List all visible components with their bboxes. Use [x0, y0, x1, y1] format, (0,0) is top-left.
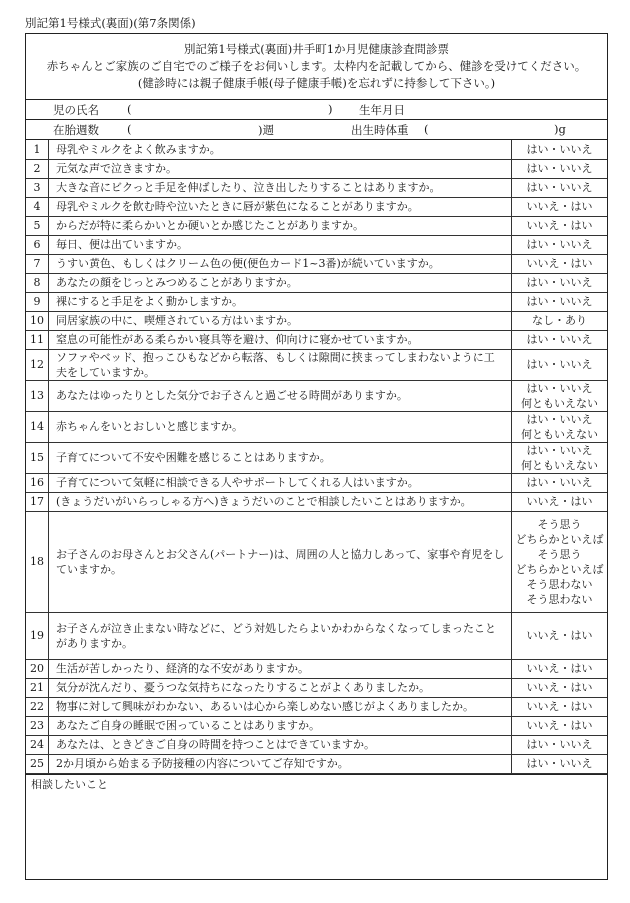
answer-option[interactable]: そう思わない [526, 577, 593, 591]
answer-options[interactable] [512, 492, 608, 511]
answer-options[interactable] [512, 380, 608, 411]
question-number: 23 [26, 716, 49, 735]
form-note: (健診時には親子健康手帳(母子健康手帳)を忘れずに持参して下さい。) [137, 76, 496, 90]
question-text: 元気な声で泣きますか。 [49, 159, 512, 178]
question-number: 14 [26, 411, 49, 442]
question-text: 物事に対して興味がわかない、あるいは心から楽しめない感じがよくありましたか。 [49, 697, 512, 716]
consultation-label: 相談したいこと [31, 777, 108, 791]
answer-option[interactable]: はい・いいえ [526, 142, 593, 156]
answer-option[interactable]: 何ともいえない [521, 396, 598, 410]
question-text: お子さんが泣き止まない時などに、どう対処したらよいかわからなくなってしまったことがありますか。 [49, 612, 512, 659]
question-number: 17 [26, 492, 49, 511]
answer-options[interactable] [512, 511, 608, 612]
answer-options[interactable] [512, 735, 608, 754]
question-text: あなたはゆったりとした気分でお子さんと過ごせる時間がありますか。 [49, 380, 512, 411]
answer-options[interactable] [512, 216, 608, 235]
question-number: 4 [26, 197, 49, 216]
consultation-box[interactable] [26, 774, 607, 880]
question-text: 裸にすると手足をよく動かしますか。 [49, 292, 512, 311]
answer-option[interactable]: どちらかといえば [515, 532, 604, 546]
question-number: 11 [26, 330, 49, 349]
answer-option[interactable]: いいえ・はい [526, 219, 593, 232]
question-row [26, 273, 607, 292]
answer-option[interactable]: 何ともいえない [521, 458, 598, 472]
question-row [26, 178, 607, 197]
question-text: お子さんのお母さんとお父さん(パートナー)は、周囲の人と協力しあって、家事や育児をしていますか。 [49, 511, 512, 612]
question-text: からだが特に柔らかいとか硬いとか感じたことがありますか。 [49, 216, 512, 235]
question-row [26, 473, 607, 492]
question-number: 1 [26, 140, 49, 159]
question-text: (きょうだいがいらっしゃる方へ)きょうだいのことで相談したいことはありますか。 [49, 492, 512, 511]
answer-options[interactable] [512, 716, 608, 735]
answer-options[interactable] [512, 254, 608, 273]
question-number: 15 [26, 442, 49, 473]
question-number: 13 [26, 380, 49, 411]
question-row [26, 330, 607, 349]
answer-option[interactable]: いいえ・はい [526, 662, 593, 675]
question-number: 25 [26, 754, 49, 773]
question-text: 子育てについて気軽に相談できる人やサポートしてくれる人はいますか。 [49, 473, 512, 492]
answer-options[interactable] [512, 678, 608, 697]
question-row [26, 659, 607, 678]
question-number: 2 [26, 159, 49, 178]
info-row-name [26, 100, 607, 120]
question-row [26, 216, 607, 235]
question-row [26, 197, 607, 216]
answer-options[interactable] [512, 140, 608, 159]
answer-option[interactable]: いいえ・はい [526, 200, 593, 213]
answer-option[interactable]: はい・いいえ [526, 181, 593, 194]
answer-option[interactable]: はい・いいえ [526, 162, 593, 175]
answer-option[interactable]: なし・あり [532, 314, 587, 327]
question-number: 8 [26, 273, 49, 292]
question-row [26, 292, 607, 311]
child-name-label: 児の氏名 [53, 103, 99, 117]
question-number: 5 [26, 216, 49, 235]
question-text: 生活が苦しかったり、経済的な不安がありますか。 [49, 659, 512, 678]
question-row [26, 254, 607, 273]
question-text: 赤ちゃんをいとおしいと感じますか。 [49, 411, 512, 442]
answer-options[interactable] [512, 159, 608, 178]
answer-option[interactable]: はい・いいえ [526, 295, 593, 308]
answer-option[interactable]: いいえ・はい [526, 719, 593, 732]
question-row [26, 311, 607, 330]
answer-option[interactable]: そう思う [537, 517, 582, 531]
child-name-paren-open: ( [127, 102, 132, 116]
form-intro: 赤ちゃんとご家族のご自宅でのご様子をお伺いします。太枠内を記載してから、健診を受けてください。 [46, 59, 587, 73]
questionnaire-form [25, 33, 608, 880]
form-title: 別記第1号様式(裏面)井手町1か月児健康診査問診票 [183, 42, 450, 56]
question-number: 18 [26, 511, 49, 612]
answer-option[interactable]: はい・いいえ [526, 738, 593, 751]
question-row [26, 716, 607, 735]
question-row [26, 442, 607, 473]
answer-options[interactable] [512, 442, 608, 473]
question-row [26, 678, 607, 697]
question-number: 22 [26, 697, 49, 716]
birth-weight-label: 出生時体重 [351, 123, 409, 137]
info-row-birth [26, 120, 607, 140]
question-text: あなたの顔をじっとみつめることがありますか。 [49, 273, 512, 292]
question-text: あなたは、ときどきご自身の時間を持つことはできていますか。 [49, 735, 512, 754]
answer-options[interactable] [512, 697, 608, 716]
answer-option[interactable]: そう思わない [526, 592, 593, 606]
question-text: 大きな音にビクっと手足を伸ばしたり、泣き出したりすることはありますか。 [49, 178, 512, 197]
birth-weight-unit: )g [554, 122, 566, 136]
question-row [26, 511, 607, 612]
answer-options[interactable] [512, 330, 608, 349]
answer-option[interactable]: いいえ・はい [526, 495, 593, 508]
answer-option[interactable]: はい・いいえ [526, 476, 593, 489]
answer-options[interactable] [512, 411, 608, 442]
gestation-weeks-label: 在胎週数 [53, 123, 99, 137]
answer-options[interactable] [512, 659, 608, 678]
question-row [26, 411, 607, 442]
question-row [26, 349, 607, 380]
question-number: 6 [26, 235, 49, 254]
child-name-paren-close: ) [328, 102, 333, 116]
birthdate-label: 生年月日 [359, 103, 405, 117]
question-row [26, 492, 607, 511]
question-row [26, 754, 607, 773]
answer-option[interactable]: いいえ・はい [526, 629, 593, 642]
gestation-weeks-paren-open: ( [127, 122, 132, 136]
form-number-label: 別記第1号様式(裏面)(第7条関係) [25, 16, 196, 30]
answer-options[interactable] [512, 349, 608, 380]
answer-option[interactable]: はい・いいえ [526, 412, 593, 426]
question-number: 20 [26, 659, 49, 678]
question-number: 3 [26, 178, 49, 197]
question-text: 毎日、便は出ていますか。 [49, 235, 512, 254]
question-number: 19 [26, 612, 49, 659]
question-text: 母乳やミルクをよく飲みますか。 [49, 140, 512, 159]
answer-option[interactable]: いいえ・はい [526, 700, 593, 713]
question-row [26, 140, 607, 159]
answer-option[interactable]: いいえ・はい [526, 681, 593, 694]
question-row [26, 612, 607, 659]
question-text: 2か月頃から始まる予防接種の内容についてご存知ですか。 [49, 754, 512, 773]
question-text: 同居家族の中に、喫煙されている方はいますか。 [49, 311, 512, 330]
answer-options[interactable] [512, 197, 608, 216]
question-row [26, 159, 607, 178]
question-text: 気分が沈んだり、憂うつな気持ちになったりすることがよくありましたか。 [49, 678, 512, 697]
question-number: 9 [26, 292, 49, 311]
answer-option[interactable]: はい・いいえ [526, 358, 593, 371]
answer-option[interactable]: はい・いいえ [526, 381, 593, 395]
questions-table [26, 140, 607, 774]
question-text: 子育てについて不安や困難を感じることはありますか。 [49, 442, 512, 473]
question-number: 24 [26, 735, 49, 754]
form-header [26, 34, 607, 100]
answer-options[interactable] [512, 473, 608, 492]
question-row [26, 235, 607, 254]
answer-option[interactable]: はい・いいえ [526, 276, 593, 289]
question-row [26, 697, 607, 716]
question-text: うすい黄色、もしくはクリーム色の便(便色カード1~3番)が続いていますか。 [49, 254, 512, 273]
question-text: ソファやベッド、抱っこひもなどから転落、もしくは隙間に挟まってしまわないように工夫をしていますか。 [49, 349, 512, 380]
answer-option[interactable]: どちらかといえば [515, 562, 604, 576]
question-number: 16 [26, 473, 49, 492]
answer-option[interactable]: はい・いいえ [526, 443, 593, 457]
answer-option[interactable]: 何ともいえない [521, 427, 598, 441]
answer-options[interactable] [512, 612, 608, 659]
answer-option[interactable]: いいえ・はい [526, 257, 593, 270]
question-number: 10 [26, 311, 49, 330]
answer-option[interactable]: そう思う [537, 547, 582, 561]
question-text: 母乳やミルクを飲む時や泣いたときに唇が紫色になることがありますか。 [49, 197, 512, 216]
question-text: 窒息の可能性がある柔らかい寝具等を避け、仰向けに寝かせていますか。 [49, 330, 512, 349]
question-number: 12 [26, 349, 49, 380]
answer-option[interactable]: はい・いいえ [526, 238, 593, 251]
answer-option[interactable]: はい・いいえ [526, 333, 593, 346]
question-text: あなたご自身の睡眠で困っていることはありますか。 [49, 716, 512, 735]
question-number: 7 [26, 254, 49, 273]
question-row [26, 380, 607, 411]
answer-options[interactable] [512, 754, 608, 773]
gestation-weeks-unit: )週 [258, 123, 274, 137]
answer-options[interactable] [512, 273, 608, 292]
answer-options[interactable] [512, 311, 608, 330]
answer-option[interactable]: はい・いいえ [526, 757, 593, 770]
answer-options[interactable] [512, 178, 608, 197]
answer-options[interactable] [512, 235, 608, 254]
question-row [26, 735, 607, 754]
answer-options[interactable] [512, 292, 608, 311]
birth-weight-paren-open: ( [424, 122, 429, 136]
question-number: 21 [26, 678, 49, 697]
